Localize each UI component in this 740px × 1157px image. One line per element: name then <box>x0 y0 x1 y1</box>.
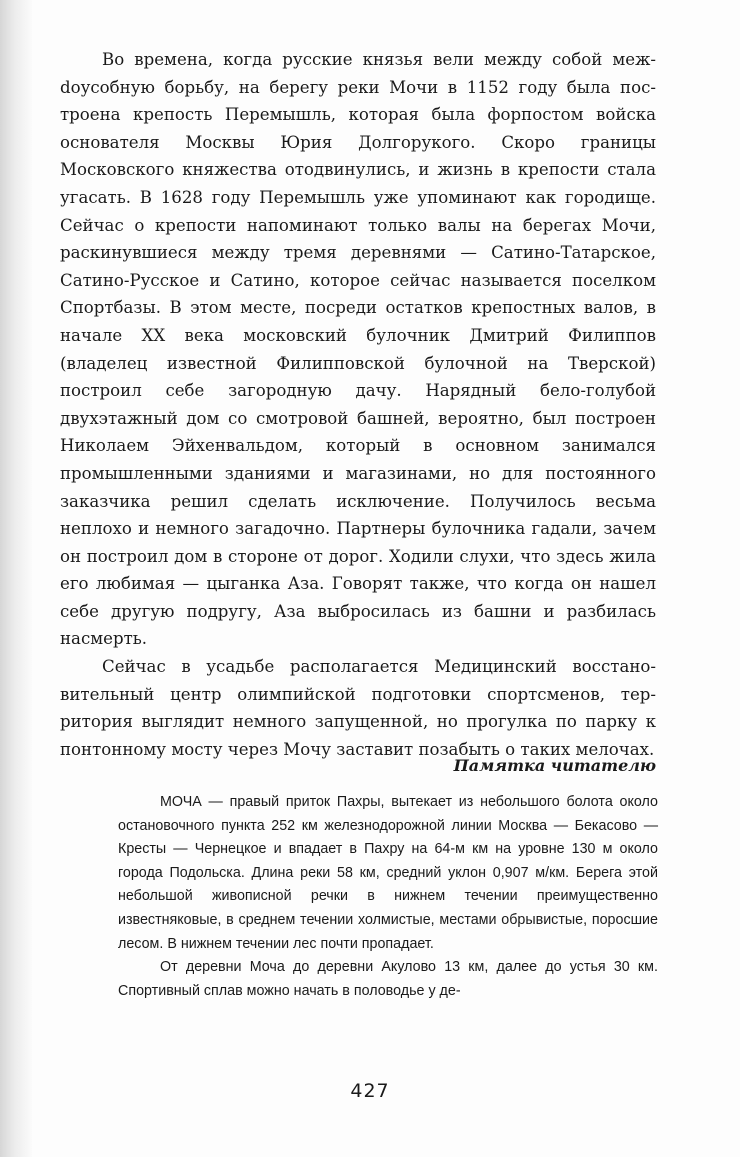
binding-gutter-shadow <box>0 0 32 1157</box>
memo-paragraph-river: МОЧА — правый приток Пахры, вытекает из небольшого болота около остановочного пункта 252 км железнодорожной линии Москва — Бекасово — Кресты — Чернецкое и впадает в Пахру на 64-м км на уровне 130 м около города Подольска. Длина реки 58 км, средний уклон 0,907 м/км. Берега этой небольшой живописной речки в нижнем течении преимущественно известняковые, в среднем течении холмистые, местами обрывистые, поросшие лесом. В нижнем течении лес почти пропадает. <box>118 794 658 952</box>
memo-text <box>118 791 658 1003</box>
memo-title: Памятка читателю <box>453 756 656 775</box>
page-number: 427 <box>350 1080 390 1102</box>
paragraph-present: Сейчас в усадьбе располагается Медицинский восстановительный центр олимпийской подготовки спортсменов, территория выглядит немного запущенной, но прогулка по парку к понтонному мосту через Мочу заставит позабыть о таких мелочах. <box>60 657 656 759</box>
memo-paragraph-route: От деревни Моча до деревни Акулово 13 км, далее до устья 30 км. Спортивный сплав можно начать в половодье у де- <box>118 959 658 999</box>
paragraph-history: Во времена, когда русские князья вели между собой межdоусобную борьбу, на берегу реки Мочи в 1152 году была построена крепость Перемышль, которая была форпостом войска основателя Москвы Юрия Долгорукого. Скоро границы Московского княжества отодвинулись, и жизнь в крепости стала угасать. В 1628 году Перемышль уже упоминают как городище. Сейчас о крепости напоминают только валы на берегах Мочи, раскинувшиеся между тремя деревнями — Сатино-Татарское, Сатино-Русское и Сатино, которое сейчас называется поселком Спортбазы. В этом месте, посреди остатков крепостных валов, в начале XX века московский булочник Дмитрий Филиппов (владелец известной Филипповской булочной на Тверской) построил себе загородную дачу. Нарядный бело-голубой двухэтажный дом со смотровой башней, вероятно, был построен Николаем Эйхенвальдом, который в основном занимался промышленными зданиями и магазинами, но для постоянного заказчика решил сделать исключение. Получилось весьма неплохо и немного загадочно. Партнеры булочника гадали, зачем он построил дом в стороне от дорог. Ходили слухи, что здесь жила его любимая — цыганка Аза. Говорят также, что когда он нашел себе другую подругу, Аза выбросилась из башни и разбилась насмерть. <box>60 50 656 649</box>
main-text <box>60 46 656 763</box>
